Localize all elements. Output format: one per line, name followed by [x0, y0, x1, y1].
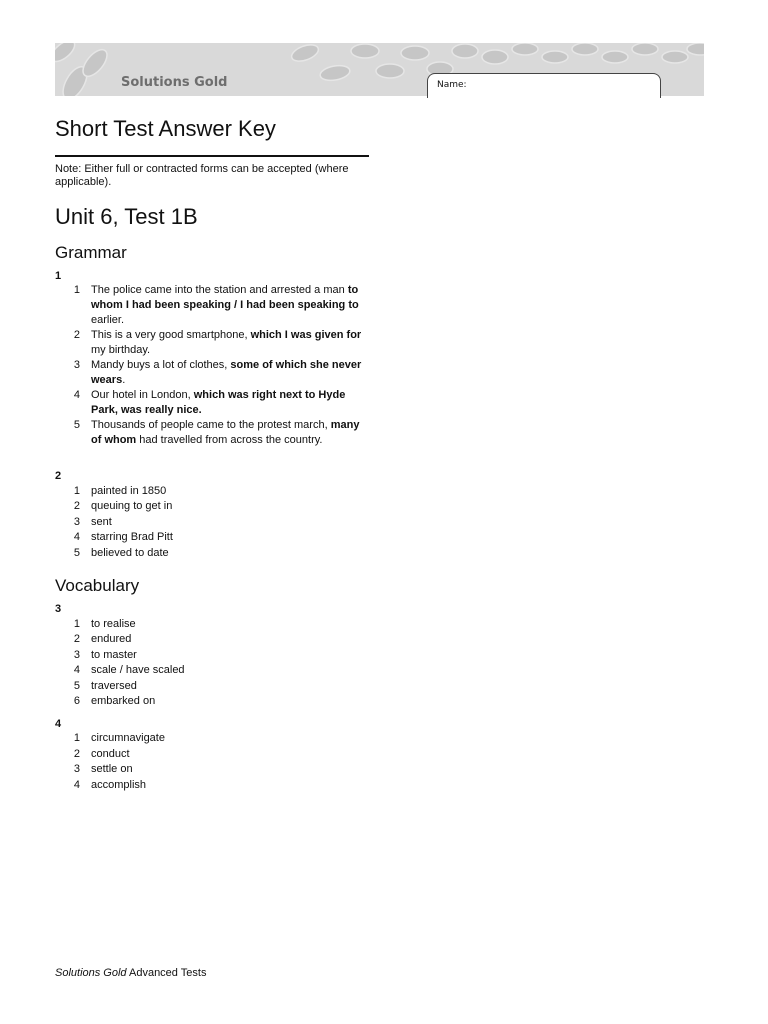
vocabulary-heading: Vocabulary	[55, 576, 140, 595]
item-number: 1	[73, 732, 80, 744]
item-text: settle on	[91, 763, 133, 775]
unit-title: Unit 6, Test 1B	[55, 204, 198, 229]
item-number: 2	[73, 633, 80, 645]
brand-logo-text: Solutions Gold	[121, 75, 228, 90]
item-number: 4	[73, 531, 80, 543]
item-text: embarked on	[91, 695, 156, 707]
item-text: endured	[91, 633, 132, 645]
title-divider	[55, 155, 369, 157]
item-text: Our hotel in London, which was right next to Hyde Park, was really nice.	[91, 389, 346, 416]
item-number: 2	[73, 500, 80, 512]
footer-text: Advanced Tests	[126, 967, 207, 979]
item-number: 3	[73, 649, 80, 661]
item-text: conduct	[91, 748, 130, 760]
item-number: 4	[73, 664, 80, 676]
item-text: This is a very good smartphone, which I was given for my birthday.	[91, 329, 362, 356]
item-number: 6	[73, 695, 80, 707]
exercise-number-4: 4	[55, 718, 62, 730]
item-text: circumnavigate	[91, 732, 165, 744]
item-number: 1	[73, 485, 80, 497]
item-number: 3	[73, 359, 80, 371]
note-text: Note: Either full or contracted forms can be accepted (where applicable).	[55, 163, 349, 188]
item-number: 3	[73, 516, 80, 528]
item-number: 1	[73, 618, 80, 630]
item-text: to master	[91, 649, 137, 661]
exercise-number-1: 1	[55, 270, 62, 282]
item-number: 5	[73, 547, 80, 559]
item-number: 3	[73, 763, 80, 775]
item-text: Thousands of people came to the protest march, many of whom had travelled from across the country.	[91, 419, 360, 446]
item-text: traversed	[91, 680, 137, 692]
item-text: starring Brad Pitt	[91, 531, 173, 543]
item-number: 5	[73, 419, 80, 431]
item-number: 1	[73, 284, 80, 296]
item-number: 2	[73, 329, 80, 341]
item-text: painted in 1850	[91, 485, 167, 497]
item-number: 4	[73, 779, 80, 791]
item-text: Mandy buys a lot of clothes, some of which she never wears.	[91, 359, 362, 386]
item-text: to realise	[91, 618, 136, 630]
item-text: believed to date	[91, 547, 169, 559]
exercise-number-3: 3	[55, 603, 62, 615]
footer-series-name: Solutions Gold	[55, 967, 127, 979]
page-footer	[55, 967, 206, 979]
item-text: queuing to get in	[91, 500, 173, 512]
item-text: sent	[91, 516, 112, 528]
item-number: 5	[73, 680, 80, 692]
item-text: scale / have scaled	[91, 664, 185, 676]
item-text: The police came into the station and arrested a man to whom I had been speaking / I had been speaking to earlier.	[91, 284, 359, 326]
grammar-heading: Grammar	[55, 243, 127, 262]
page-title: Short Test Answer Key	[55, 116, 276, 141]
name-field[interactable]	[427, 73, 661, 98]
name-label: Name:	[437, 80, 467, 90]
item-number: 2	[73, 748, 80, 760]
item-text: accomplish	[91, 779, 147, 791]
exercise-number-2: 2	[55, 470, 62, 482]
item-number: 4	[73, 389, 80, 401]
